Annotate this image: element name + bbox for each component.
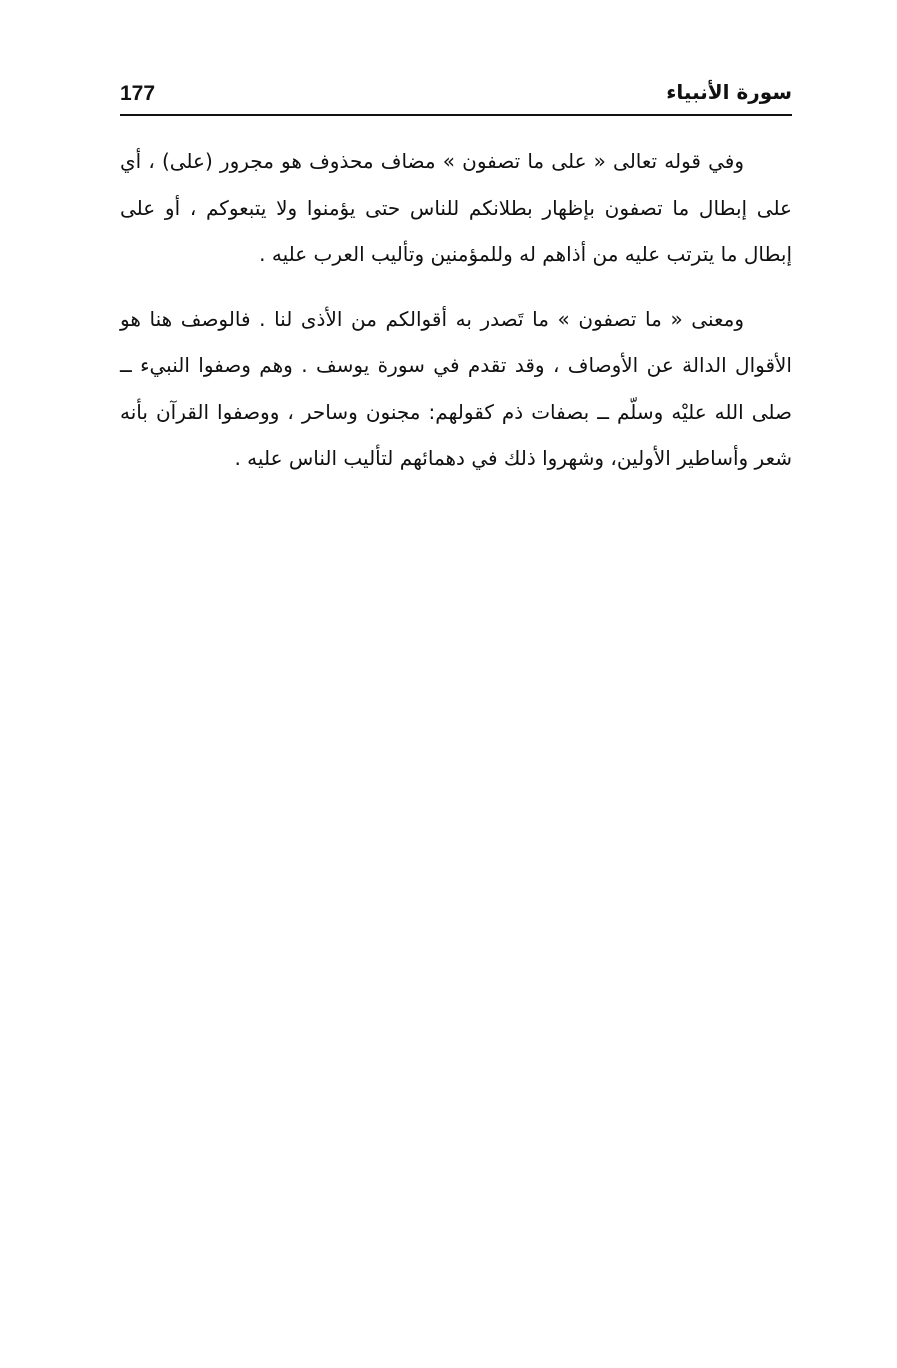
page-header <box>120 80 792 116</box>
paragraph-1: وفي قوله تعالى « على ما تصفون » مضاف محذوف هو مجرور (على) ، أي على إبطال ما تصفون بإظهار بطلانكم للناس حتى يؤمنوا ولا يتبعوكم ، أو على إبطال ما يترتب عليه من أذاهم له وللمؤمنين وتأليب العرب عليه . <box>120 149 792 266</box>
page-number: 177 <box>120 82 156 105</box>
body-text <box>120 138 792 482</box>
paragraph-2: ومعنى « ما تصفون » ما تَصدر به أقوالكم من الأذى لنا . فالوصف هنا هو الأقوال الدالة عن الأوصاف ، وقد تقدم في سورة يوسف . وهم وصفوا النبيء ــ صلى الله عليْه وسلّم ــ بصفات ذم كقولهم: مجنون وساحر ، ووصفوا القرآن بأنه شعر وأساطير الأولين، وشهروا ذلك في دهمائهم لتأليب الناس عليه . <box>120 306 792 470</box>
running-title: سورة الأنبياء <box>666 80 792 104</box>
